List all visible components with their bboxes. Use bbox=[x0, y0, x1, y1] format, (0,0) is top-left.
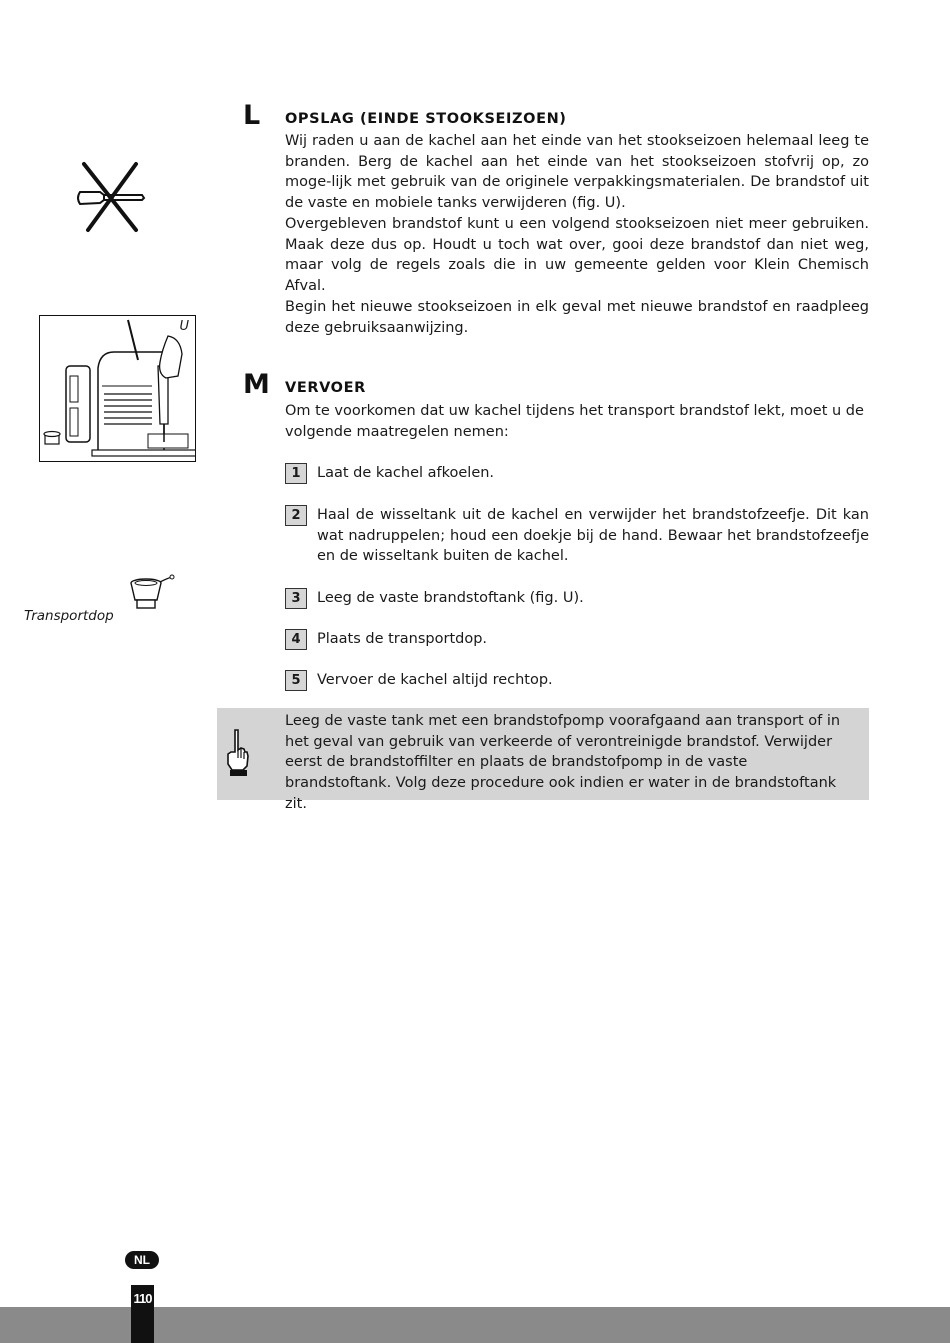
transport-cap-icon bbox=[126, 574, 176, 614]
step-text: Haal de wisseltank uit de kachel en verwijder het brandstofzeefje. Dit kan wat nadruppelen; houd een doekje bij de hand. Bewaar het brandstofzeefje en de wisseltank buiten de kachel. bbox=[317, 507, 869, 565]
pointing-hand-icon bbox=[223, 728, 251, 778]
step-number: 1 bbox=[285, 463, 307, 484]
no-tools-icon bbox=[74, 160, 154, 235]
figure-u bbox=[39, 315, 196, 462]
step-text: Leeg de vaste brandstoftank (fig. U). bbox=[317, 590, 584, 606]
figure-label: U bbox=[179, 319, 189, 334]
step-text: Vervoer de kachel altijd rechtop. bbox=[317, 672, 553, 688]
step-number: 4 bbox=[285, 629, 307, 650]
section-heading-transport: VERVOER bbox=[285, 380, 366, 396]
step-number: 2 bbox=[285, 505, 307, 526]
step-text: Laat de kachel afkoelen. bbox=[317, 465, 495, 481]
storage-paragraph-1: Wij raden u aan de kachel aan het einde van het stookseizoen helemaal leeg te branden. Berg de kachel aan het einde van het stookseizoen stofvrij op, zo moge-lijk met gebruik van de originele verpakkingsmaterialen. De brandstof uit de vaste en mobiele tanks verwijderen (fig. U). bbox=[285, 133, 869, 212]
step-number: 3 bbox=[285, 588, 307, 609]
note-text: Leeg de vaste tank met een brandstofpomp voorafgaand aan transport of in het geval van gebruik van verkeerde of verontreinigde brandstof. Verwijder eerst de brandstoffilter en plaats de brandstofpomp in de vaste brandstoftank. Volg deze procedure ook indien er water in de brandstoftank zit. bbox=[285, 713, 841, 812]
transport-intro: Om te voorkomen dat uw kachel tijdens het transport brandstof lekt, moet u de volgende maatregelen nemen: bbox=[285, 403, 864, 440]
step-text: Plaats de transportdop. bbox=[317, 631, 488, 647]
heater-illustration bbox=[40, 316, 195, 461]
page-number: 110 bbox=[133, 1291, 152, 1306]
language-badge: NL bbox=[125, 1251, 159, 1269]
section-letter-l: L bbox=[243, 100, 261, 131]
section-heading-storage: OPSLAG (EINDE STOOKSEIZOEN) bbox=[285, 111, 567, 127]
step-number: 5 bbox=[285, 670, 307, 691]
section-letter-m: M bbox=[243, 369, 270, 400]
warning-note bbox=[217, 708, 869, 812]
transport-cap-caption: Transportdop bbox=[24, 608, 114, 624]
storage-paragraph-3: Begin het nieuwe stookseizoen in elk geval met nieuwe brandstof en raadpleeg deze gebruiksaanwijzing. bbox=[285, 299, 869, 336]
storage-paragraph-2: Overgebleven brandstof kunt u een volgend stookseizoen niet meer gebruiken. Maak deze dus op. Houdt u toch wat over, gooi deze brandstof dan niet weg, maar volg de regels zoals die in uw gemeente gelden voor Klein Chemisch Afval. bbox=[285, 216, 869, 295]
